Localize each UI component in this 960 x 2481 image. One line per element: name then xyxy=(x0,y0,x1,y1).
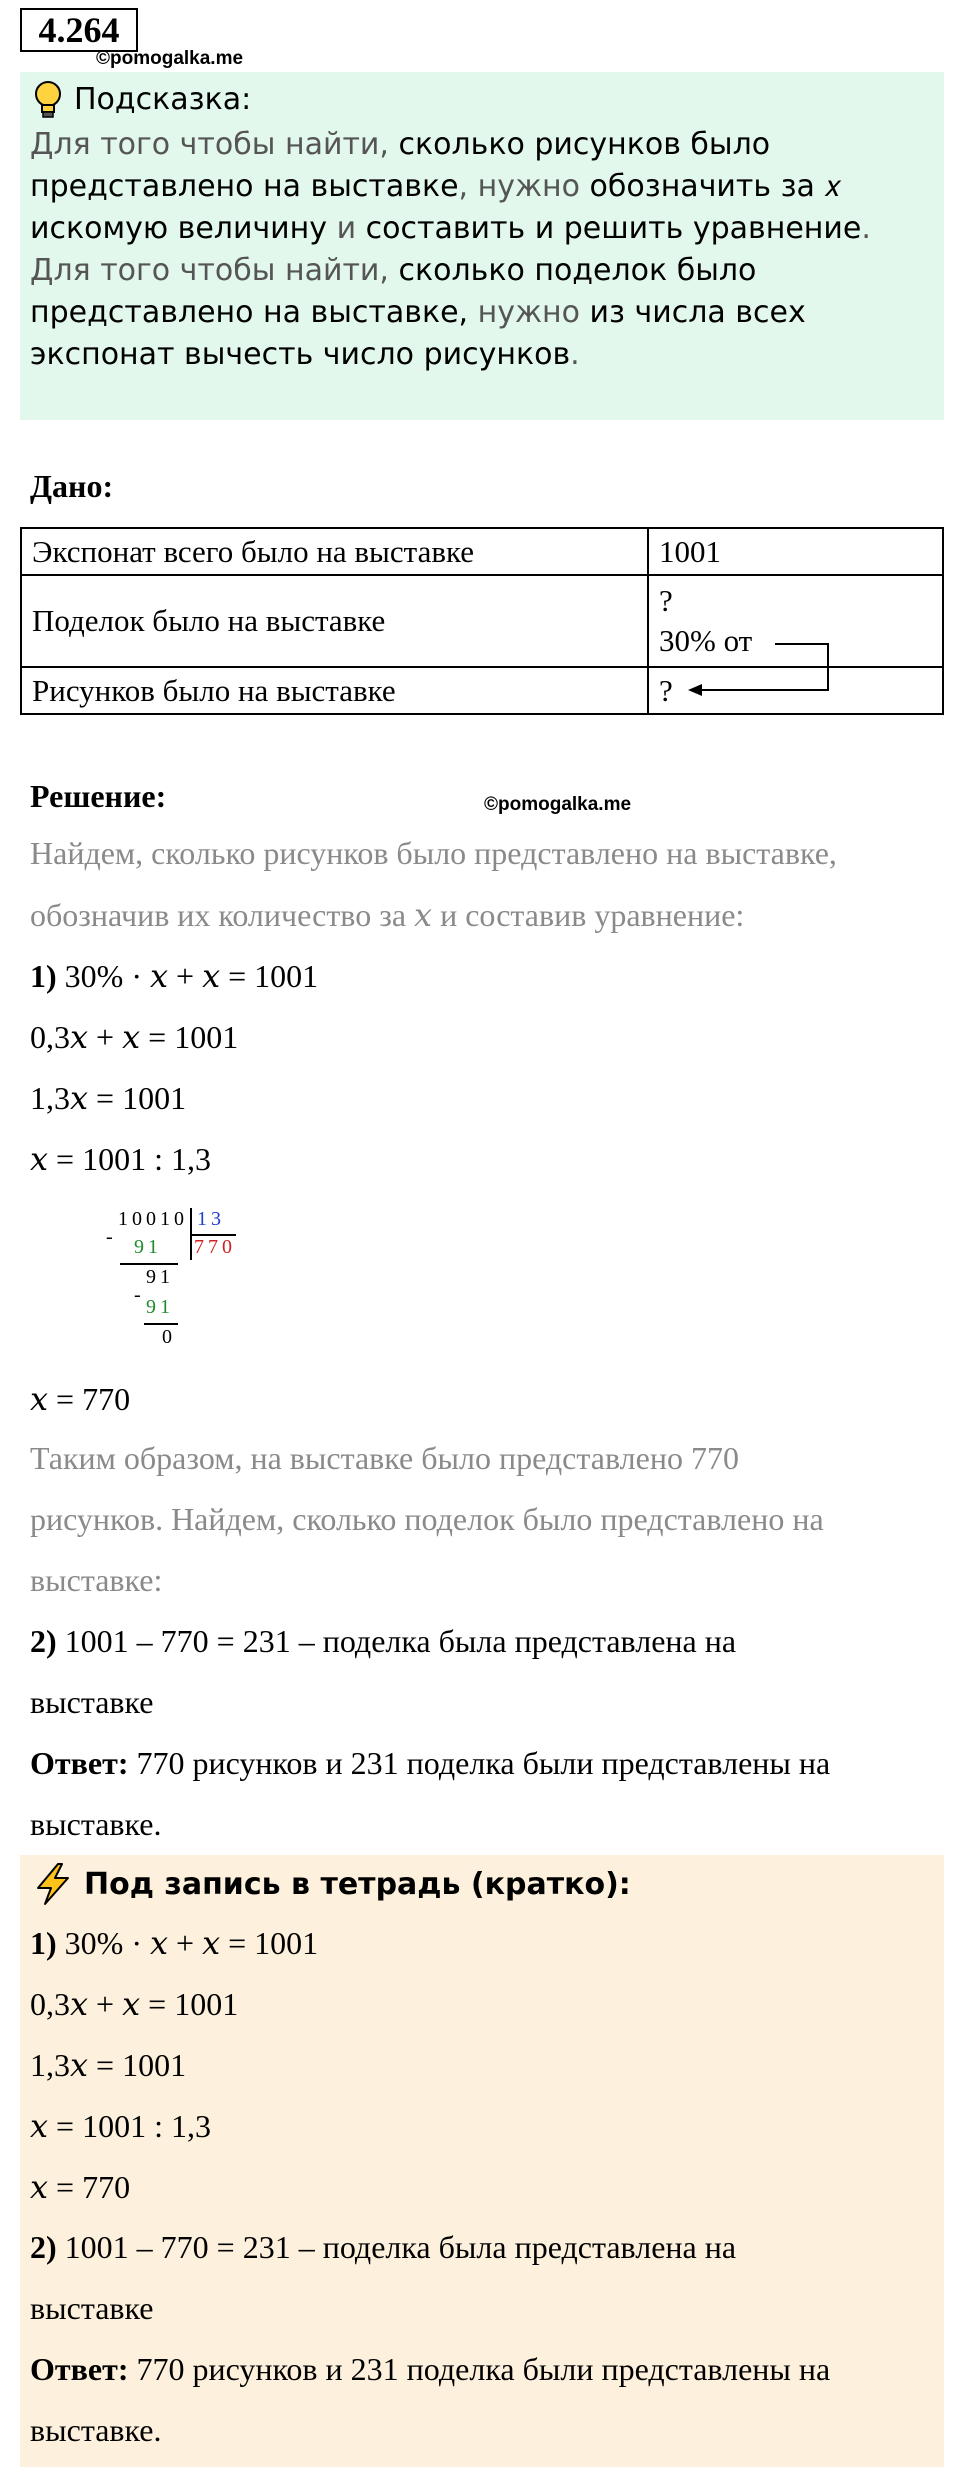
answer-label: Ответ: xyxy=(30,2351,129,2387)
table-cell: Рисунков было на выставке xyxy=(21,667,648,714)
solution-text: Найдем, сколько рисунков было представлено на выставке, xyxy=(30,835,837,871)
table-cell: 1001 xyxy=(648,528,943,575)
step-number: 2) xyxy=(30,1623,57,1659)
quotient: 770 xyxy=(194,1236,236,1258)
equation: 𝑥 = 1001 : 1,3 xyxy=(30,2108,211,2144)
minus-sign: - xyxy=(106,1226,117,1248)
lightbulb-icon xyxy=(32,80,64,120)
lightning-icon xyxy=(32,1862,74,1906)
watermark: ©pomogalka.me xyxy=(484,794,632,815)
answer-text: выставке. xyxy=(30,1806,162,1842)
answer xyxy=(30,1745,830,1782)
long-division xyxy=(100,1208,250,1358)
hint-title: Подсказка: xyxy=(74,82,252,117)
hint-text: . xyxy=(861,211,871,246)
equation-step-2 xyxy=(30,2229,736,2266)
hint-paragraph-2 xyxy=(30,250,930,376)
equation-step-1 xyxy=(30,1924,318,1962)
solution-title: Решение: xyxy=(30,778,167,814)
hint-text: искомую величину xyxy=(30,211,328,246)
table-row xyxy=(21,528,943,575)
watermark: ©pomogalka.me xyxy=(96,48,244,69)
step-number: 1) xyxy=(30,958,57,994)
solution-text: Таким образом, на выставке было представлено 770 xyxy=(30,1440,739,1476)
remainder: 91 xyxy=(146,1266,174,1288)
equation: 1,3𝑥 = 1001 xyxy=(30,1080,187,1116)
relation-arrow-icon xyxy=(680,630,840,700)
subtrahend: 91 xyxy=(146,1296,174,1318)
hint-paragraph-1 xyxy=(30,124,930,250)
hint-text: 𝑥 xyxy=(824,169,842,204)
answer-text: 770 рисунков и 231 поделка были представлены на xyxy=(128,1745,831,1781)
equation-step-1 xyxy=(30,957,318,995)
solution-text: выставке xyxy=(30,2290,154,2326)
equation: 𝑥 = 1001 : 1,3 xyxy=(30,1141,211,1177)
solution-text: выставке: xyxy=(30,1562,163,1598)
equation: 1001 – 770 = 231 – поделка была представлена на xyxy=(56,2229,737,2265)
unknown-mark: ? xyxy=(659,583,673,618)
minus-sign: - xyxy=(134,1284,145,1306)
solution-text: обозначив их количество за 𝑥 и составив уравнение: xyxy=(30,897,745,933)
divisor: 13 xyxy=(197,1208,225,1230)
hint-text: Для того чтобы найти, xyxy=(30,253,399,288)
table-cell: Экспонат всего было на выставке xyxy=(21,528,648,575)
equation-step-2 xyxy=(30,1623,736,1660)
equation: 0,3𝑥 + 𝑥 = 1001 xyxy=(30,1019,239,1055)
answer-text: 770 рисунков и 231 поделка были представлены на xyxy=(128,2351,831,2387)
hint-text: сколько поделок было представлено на выставке, xyxy=(30,253,757,330)
hint-text: из числа всех экспонат вычесть число рисунков xyxy=(30,295,806,372)
percent-of-label: 30% от xyxy=(659,623,753,658)
hint-text: и xyxy=(327,211,366,246)
step-number: 1) xyxy=(30,1925,57,1961)
division-bar xyxy=(144,1323,178,1325)
hint-text: , нужно xyxy=(458,169,590,204)
table-cell: Поделок было на выставке xyxy=(21,575,648,667)
subtrahend: 91 xyxy=(134,1236,162,1258)
hint-text: . xyxy=(570,337,580,372)
division-bar xyxy=(120,1263,178,1265)
hint-text: Для того чтобы найти, xyxy=(30,127,399,162)
hint-text: составить и решить уравнение xyxy=(365,211,862,246)
equation: 𝑥 = 770 xyxy=(30,2169,131,2205)
given-title: Дано: xyxy=(30,468,114,504)
task-number: 4.264 xyxy=(20,8,138,52)
final-remainder: 0 xyxy=(162,1326,176,1348)
dividend: 10010 xyxy=(118,1208,188,1230)
equation: 30% · 𝑥 + 𝑥 = 1001 xyxy=(56,958,319,994)
hint-text: сколько рисунков было представлено на выставке xyxy=(30,127,771,204)
hint-text: нужно xyxy=(468,295,590,330)
hint-text: обозначить за xyxy=(589,169,825,204)
table-cell: ? xyxy=(648,667,943,714)
answer-label: Ответ: xyxy=(30,1745,129,1781)
answer xyxy=(30,2351,830,2388)
answer-text: выставке. xyxy=(30,2412,162,2448)
solution-text: выставке xyxy=(30,1684,154,1720)
notebook-title: Под запись в тетрадь (кратко): xyxy=(84,1867,631,1902)
equation: 1,3𝑥 = 1001 xyxy=(30,2047,187,2083)
equation: 30% · 𝑥 + 𝑥 = 1001 xyxy=(56,1925,319,1961)
step-number: 2) xyxy=(30,2229,57,2265)
solution-text: рисунков. Найдем, сколько поделок было представлено на xyxy=(30,1501,824,1537)
equation: 𝑥 = 770 xyxy=(30,1381,131,1417)
equation: 1001 – 770 = 231 – поделка была представлена на xyxy=(56,1623,737,1659)
equation: 0,3𝑥 + 𝑥 = 1001 xyxy=(30,1986,239,2022)
